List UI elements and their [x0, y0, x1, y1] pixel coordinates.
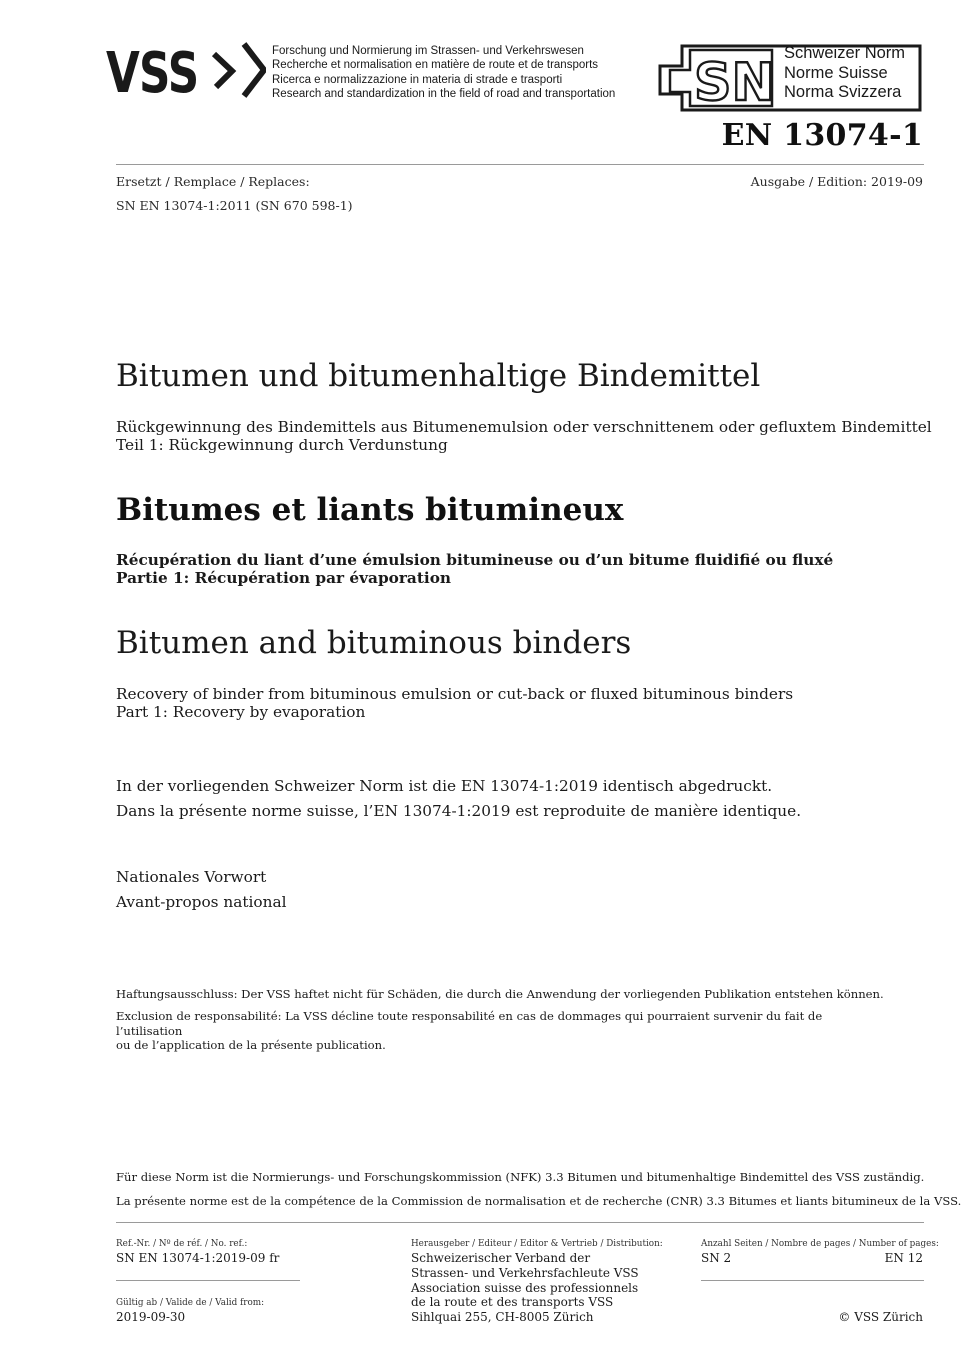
valid-from-label: Gültig ab / Valide de / Valid from:	[116, 1298, 265, 1308]
title-fr: Bitumes et liants bitumineux	[116, 492, 624, 528]
subtitle-de-line: Teil 1: Rückgewinnung durch Verdunstung	[116, 436, 448, 454]
divider	[116, 164, 924, 165]
foreword-de: Nationales Vorwort	[116, 868, 267, 886]
title-de: Bitumen und bitumenhaltige Bindemittel	[116, 358, 761, 394]
vss-logo-mark	[106, 40, 266, 102]
title-en: Bitumen and bituminous binders	[116, 625, 632, 661]
replaces-value: SN EN 13074-1:2011 (SN 670 598-1)	[116, 198, 353, 213]
subtitle-fr	[116, 551, 833, 587]
publisher-label: Herausgeber / Editeur / Editor & Vertrieb / Distribution:	[411, 1239, 663, 1249]
vss-tagline-line: Research and standardization in the field of road and transportation	[272, 87, 616, 100]
subtitle-fr-line: Partie 1: Récupération par évaporation	[116, 569, 452, 587]
statement-fr: Dans la présente norme suisse, l’EN 13074-1:2019 est reproduite de manière identique.	[116, 802, 802, 820]
replaces-label: Ersetzt / Remplace / Replaces:	[116, 174, 310, 189]
sn-line-de: Schweizer Norm	[784, 44, 906, 62]
pages-label: Anzahl Seiten / Nombre de pages / Number of pages:	[701, 1239, 939, 1249]
divider	[116, 1222, 924, 1223]
publisher-address	[411, 1251, 639, 1325]
edition: Ausgabe / Edition: 2019-09	[750, 174, 923, 189]
sn-norm-names	[784, 44, 905, 103]
publisher-line: Strassen- und Verkehrsfachleute VSS	[411, 1265, 639, 1280]
disclaimer-fr	[116, 1009, 876, 1053]
sn-line-it: Norma Svizzera	[784, 83, 902, 101]
vss-logo-chevron-right	[214, 54, 232, 87]
copyright: © VSS Zürich	[838, 1310, 923, 1324]
publisher-line: de la route et des transports VSS	[411, 1295, 614, 1310]
subtitle-en	[116, 685, 793, 721]
subtitle-de	[116, 418, 932, 454]
sn-line-fr: Norme Suisse	[784, 63, 888, 82]
vss-logo-text: VSS	[106, 40, 199, 102]
vss-tagline	[272, 44, 615, 101]
vss-logo	[106, 40, 266, 106]
ref-value: SN EN 13074-1:2019-09 fr	[116, 1251, 280, 1265]
publisher-line: Association suisse des professionnels	[411, 1280, 639, 1295]
statement-de: In der vorliegenden Schweizer Norm ist die EN 13074-1:2019 identisch abgedruckt.	[116, 777, 773, 795]
vss-tagline-line: Recherche et normalisation en matière de route et de transports	[272, 59, 599, 72]
subtitle-fr-line: Récupération du liant d’une émulsion bitumineuse ou d’un bitume fluidifié ou fluxé	[116, 551, 834, 569]
vss-tagline-line: Forschung und Normierung im Strassen- und Verkehrswesen	[272, 45, 584, 57]
valid-from-value: 2019-09-30	[116, 1310, 186, 1324]
publisher-line: Schweizerischer Verband der	[411, 1251, 591, 1265]
pages-en: EN 12	[884, 1251, 923, 1265]
subtitle-de-line: Rückgewinnung des Bindemittels aus Bitumenemulsion oder verschnittenem oder gefluxtem Bindemittel	[116, 418, 932, 436]
responsibility-de: Für diese Norm ist die Normierungs- und Forschungskommission (NFK) 3.3 Bitumen und bitumenhaltige Bindemittel des VSS zuständig.	[116, 1170, 925, 1184]
standard-number: EN 13074-1	[721, 118, 923, 153]
sn-logo-text: SN	[694, 53, 775, 113]
publisher-line: Sihlquai 255, CH-8005 Zürich	[411, 1310, 594, 1325]
responsibility-fr: La présente norme est de la compétence de la Commission de normalisation et de recherche (CNR) 3.3 Bitumes et liants bitumineux de la VSS.	[116, 1194, 962, 1208]
disclaimer-de: Haftungsausschluss: Der VSS haftet nicht für Schäden, die durch die Anwendung der vorliegenden Publikation entstehen können.	[116, 987, 884, 1001]
disclaimer-fr-line: Exclusion de responsabilité: La VSS décline toute responsabilité en cas de dommages qui pourraient survenir du fait de l’utilisation	[116, 1009, 823, 1038]
ref-label: Ref.-Nr. / Nº de réf. / No. ref.:	[116, 1239, 248, 1249]
subtitle-en-line: Part 1: Recovery by evaporation	[116, 703, 366, 721]
vss-tagline-line: Ricerca e normalizzazione in materia di strade e trasporti	[272, 73, 563, 86]
subtitle-en-line: Recovery of binder from bituminous emulsion or cut-back or fluxed bituminous binders	[116, 685, 794, 703]
divider	[701, 1280, 924, 1281]
divider	[116, 1280, 300, 1281]
foreword-fr: Avant-propos national	[116, 893, 287, 911]
disclaimer-fr-line: ou de l’application de la présente publication.	[116, 1038, 386, 1053]
pages-sn: SN 2	[701, 1251, 732, 1265]
vss-logo-chevron-outer	[244, 44, 264, 96]
